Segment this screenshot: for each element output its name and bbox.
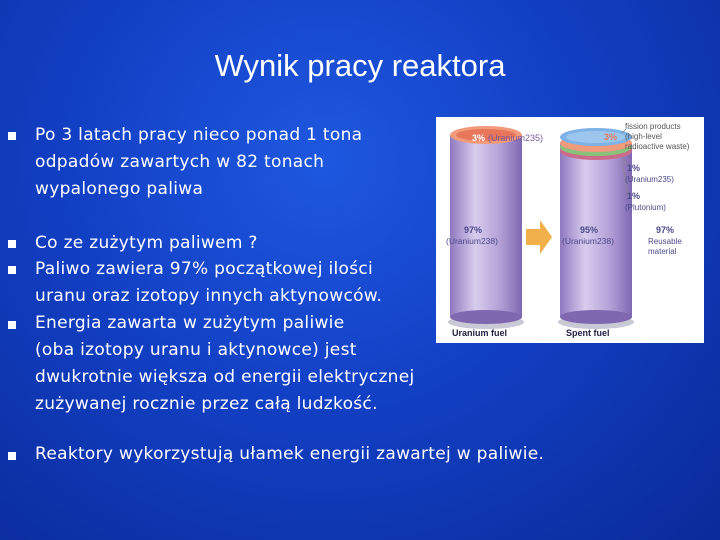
text-line: Energia zawarta w zużytym paliwie [35,313,345,333]
uranium-fuel-cylinder [448,126,524,329]
legend-fission-line3: radioactive waste) [625,142,690,151]
bullet-marker [8,266,16,274]
spent-fuel-body-iso: (Uranium238) [562,236,614,246]
bullet-marker [8,452,16,460]
arrow-icon [526,220,552,254]
legend-fission-line1: fission products [625,122,681,131]
text-line: zużywanej rocznie przez całą ludzkość. [35,394,378,414]
fuel-diagram [436,117,704,343]
spent-fuel-body-pct: 95% [580,225,599,235]
uranium-fuel-body-pct: 97% [464,225,483,235]
spent-fuel-top-pct: 3% [604,132,618,142]
legend-reusable-line1: Reusable [648,237,682,246]
bullet-text-3 [35,256,382,310]
uranium-fuel-label: Uranium fuel [452,328,508,338]
text-line: wypalonego paliwa [35,179,204,199]
legend-u235-iso: (Uranium235) [625,175,674,184]
uranium-fuel-body-iso: (Uranium238) [446,236,498,246]
uranium-fuel-top-iso: (Uranium235) [488,133,544,143]
bullet-text-5 [35,441,544,468]
text-line: (oba izotopy uranu i aktynowce) jest [35,340,357,360]
text-line: dwukrotnie większa od energii elektrycznej [35,367,415,387]
spent-fuel-label: Spent fuel [566,328,610,338]
legend-pu-pct: 1% [627,191,641,201]
text-line: Reaktory wykorzystują ułamek energii zawartej w paliwie. [35,444,545,464]
legend-pu-iso: (Plutonium) [625,203,666,212]
text-line: uranu oraz izotopy innych aktynowców. [35,286,383,306]
legend-reusable-line2: material [648,247,677,256]
legend-u235-pct: 1% [627,163,641,173]
bullet-marker [8,132,16,140]
legend-reusable-pct: 97% [656,225,675,235]
bullet-marker [8,321,16,329]
legend-fission-line2: (high-level [625,132,662,141]
bullet-text-2 [35,230,258,257]
uranium-fuel-top-pct: 3% [472,133,486,143]
text-line: Paliwo zawiera 97% początkowej ilości [35,259,374,279]
bullet-marker [8,240,16,248]
text-line: odpadów zawartych w 82 tonach [35,152,325,172]
text-line: Co ze zużytym paliwem ? [35,233,258,253]
bullet-text-4 [35,310,415,418]
slide-title: Wynik pracy reaktora [214,48,506,83]
text-line: Po 3 latach pracy nieco ponad 1 tona [35,125,363,145]
bullet-text-1 [35,122,362,203]
